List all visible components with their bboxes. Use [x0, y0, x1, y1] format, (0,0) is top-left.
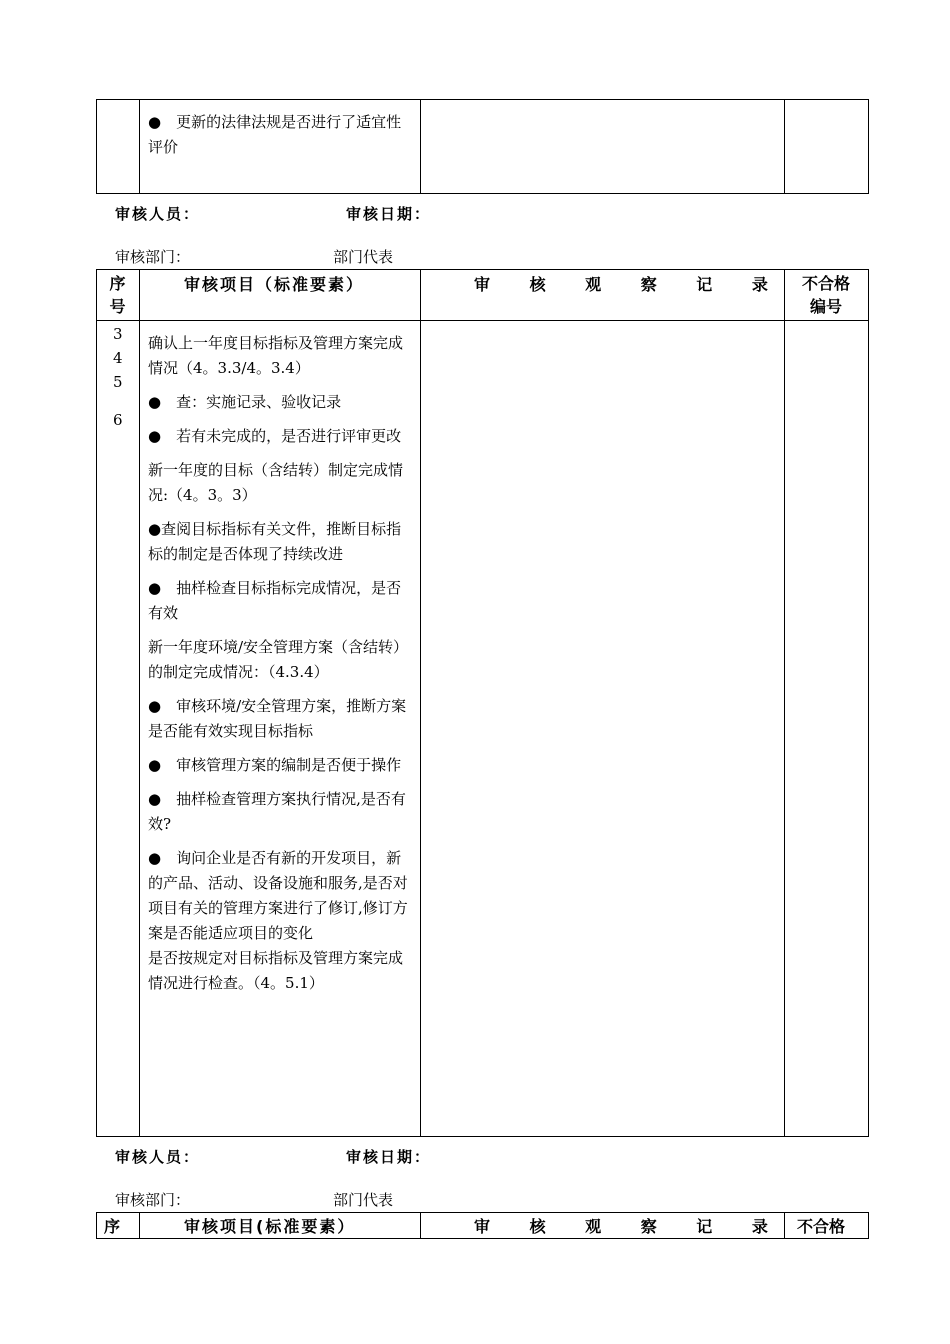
audit-item-paragraph: 确认上一年度目标指标及管理方案完成情况（4。3.3/4。3.4） — [148, 334, 404, 377]
seq-header: 序 — [104, 1217, 121, 1236]
audit-item-paragraph: ● 抽样检查目标指标完成情况，是否有效 — [148, 579, 402, 622]
audit-record-header: 审 核 观 察 记 录 — [474, 1217, 776, 1236]
audit-date-label: 审核日期： — [346, 1148, 432, 1166]
audit-item-paragraph: ● 抽样检查管理方案执行情况,是否有效? — [148, 790, 406, 833]
top-item-text: ● 更新的法律法规是否进行了适宜性评价 — [148, 113, 402, 156]
audit-item-paragraph: ● 审核环境/安全管理方案，推断方案是否能有效实现目标指标 — [148, 697, 407, 740]
seq-number: 5 — [113, 373, 123, 391]
auditor-label: 审核人员： — [115, 1148, 201, 1166]
seq-header — [96, 272, 139, 318]
audit-item-list — [148, 331, 414, 1005]
dept-rep-label: 部门代表 — [333, 248, 394, 266]
auditor-label: 审核人员： — [115, 205, 201, 223]
ncr-header: 不合格 — [797, 1217, 846, 1236]
audit-date-label: 审核日期： — [346, 205, 432, 223]
seq-number: 6 — [113, 411, 123, 429]
audit-item-paragraph: 新一年度环境/安全管理方案（含结转）的制定完成情况：（4.3.4） — [148, 638, 409, 681]
ncr-header — [784, 272, 868, 318]
seq-header-line2: 号 — [109, 297, 126, 316]
audited-dept-label: 审核部门： — [115, 248, 191, 266]
audit-record-header: 审 核 观 察 记 录 — [474, 275, 776, 294]
seq-number: 4 — [113, 349, 123, 367]
audit-item-paragraph: ●查阅目标指标有关文件，推断目标指标的制定是否体现了持续改进 — [148, 520, 402, 563]
audit-item-paragraph: ● 若有未完成的，是否进行评审更改 — [148, 427, 402, 445]
dept-rep-label: 部门代表 — [333, 1191, 394, 1209]
ncr-header-line2: 编号 — [809, 297, 842, 316]
audit-item-header: 审核项目(标准要素） — [184, 1217, 356, 1236]
audit-item-paragraph: ● 查：实施记录、验收记录 — [148, 393, 342, 411]
seq-header-line1: 序 — [109, 274, 126, 293]
audited-dept-label: 审核部门： — [115, 1191, 191, 1209]
audit-item-paragraph: ● 询问企业是否有新的开发项目，新的产品、活动、设备设施和服务,是否对项目有关的管理方案进行了修订,修订方案是否能适应项目的变化 是否按规定对目标指标及管理方案完成情况进行检查。（4。5.1） — [148, 849, 408, 992]
audit-item-header: 审核项目（标准要素） — [184, 275, 365, 294]
ncr-header-line1: 不合格 — [801, 274, 850, 293]
seq-number: 3 — [113, 325, 123, 343]
audit-item-paragraph: 新一年度的目标（含结转）制定完成情况:（4。3。3） — [148, 461, 404, 504]
audit-item-paragraph: ● 审核管理方案的编制是否便于操作 — [148, 756, 402, 774]
